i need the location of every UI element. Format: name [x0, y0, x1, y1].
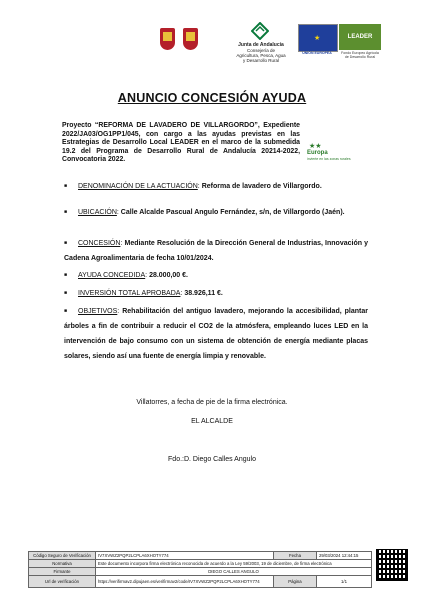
normativa-label: Normativa	[29, 560, 96, 568]
bullet-icon: ■	[64, 308, 68, 314]
verification-table	[28, 551, 372, 588]
item-value: Mediante Resolución de la Dirección General de Industrias, Innovación y Cadena Agroalimentaria de fecha 10/01/2024.	[64, 240, 369, 262]
list-item-denominacion: ■ DENOMINACIÓN DE LA ACTUACIÓN: Reforma de lavadero de Villargordo.	[64, 179, 368, 194]
item-value: Calle Alcalde Pascual Angulo Fernández, s/n, de Villargordo (Jaén).	[120, 209, 345, 216]
item-label: UBICACIÓN	[78, 209, 117, 216]
bullet-icon: ■	[64, 290, 68, 296]
signature-line: Fdo.:D. Diego Calles Angulo	[168, 456, 256, 463]
firmante-value: DIEGO CALLES ANGULO	[96, 568, 372, 576]
list-item-ubicacion: ■ UBICACIÓN: Calle Alcalde Pascual Angulo Fernández, s/n, de Villargordo (Jaén).	[64, 205, 368, 220]
junta-andalucia-label	[236, 43, 286, 63]
pagina-value: 1/1	[317, 576, 372, 588]
junta-andalucia-logo-icon	[251, 22, 269, 40]
table-row	[29, 568, 372, 576]
junta-name: Junta de Andalucía	[238, 42, 284, 48]
url-label: Url de verificación	[29, 576, 96, 588]
list-item-ayuda: ■ AYUDA CONCEDIDA: 28.000,00 €.	[64, 268, 368, 283]
europa-tagline: invierte en las zonas rurales	[307, 157, 351, 161]
list-item-inversion: ■ INVERSIÓN TOTAL APROBADA: 38.926,11 €.	[64, 286, 368, 301]
csv-label: Código Seguro de Verificación	[29, 552, 96, 560]
item-value: Reforma de lavadero de Villargordo.	[201, 183, 322, 190]
page-title: ANUNCIO CONCESIÓN AYUDA	[117, 91, 307, 105]
table-row	[29, 560, 372, 568]
eu-flag-icon: ★	[298, 24, 338, 52]
item-label: INVERSIÓN TOTAL APROBADA	[78, 290, 181, 297]
firmante-label: Firmante	[29, 568, 96, 576]
europa-word: Europa	[307, 150, 328, 156]
villatorres-shield-2	[183, 28, 198, 50]
junta-sub: Consejería de Agricultura, Pesca, Agua y Desarrollo Rural	[236, 48, 286, 63]
bullet-icon: ■	[64, 272, 68, 278]
bullet-icon: ■	[64, 240, 68, 246]
table-row	[29, 576, 372, 588]
bullet-icon: ■	[64, 209, 68, 215]
item-label: OBJETIVOS	[78, 308, 118, 315]
villatorres-shield-1	[160, 28, 175, 50]
qr-code-icon	[376, 549, 408, 581]
fecha-label: Fecha	[274, 552, 317, 560]
normativa-value: Este documento incorpora firma electrónica reconocida de acuerdo a la Ley 59/2003, 19 de diciembre, de firma electrónica	[96, 560, 372, 568]
europa-stars-icon: ★★	[309, 143, 322, 150]
url-value[interactable]: https://verifirmav2.dipujaen.es/verifirmav2/code/IV7XVWZ2PQP2LCPLA6XHOTY774	[96, 576, 274, 588]
item-value: 28.000,00 €.	[149, 272, 188, 279]
table-row	[29, 552, 372, 560]
item-label: CONCESIÓN	[78, 240, 121, 247]
item-value: 38.926,11 €.	[184, 290, 223, 297]
leader-caption: Fondo Europeo Agrícola de Desarrollo Rural	[341, 51, 379, 59]
csv-value: IV7XVWZ2PQP2LCPLA6XHOTY774	[96, 552, 274, 560]
europa-invierte-logo	[307, 142, 361, 164]
fecha-value: 29/03/2024 12:44:15	[317, 552, 372, 560]
leader-logo: LEADER	[339, 24, 381, 50]
list-item-objetivos: ■ OBJETIVOS: Rehabilitación del antiguo lavadero, mejorando la accesibilidad, plantar árboles a fin de contribuir a reducir el CO2 de la atmósfera, empleando luces LED en la intervención de bajo consumo con un sistema de obtención de energía mediante placas solares, siendo así una fuente de energía limpia y renovable.	[64, 304, 368, 364]
item-value: Rehabilitación del antiguo lavadero, mejorando la accesibilidad, plantar árboles a fin de contribuir a reducir el CO2 de la atmósfera, empleando luces LED en la intervención de bajo consumo con un sistema de obtención de energía mediante placas solares, siendo así una fuente de energía limpia y renovable.	[64, 308, 368, 360]
intro-paragraph: Proyecto “REFORMA DE LAVADERO DE VILLARGORDO”, Expediente 2022/JA03/OG1PP1/045, con cargo a las ayudas previstas en las Estrategias de Desarrollo Local LEADER en el marco de la submedida 19.2 del Programa de Desarrollo Rural de Andalucía 20214-2022, Convocatoria 2022.	[62, 122, 300, 164]
item-label: DENOMINACIÓN DE LA ACTUACIÓN	[78, 183, 198, 190]
item-label: AYUDA CONCEDIDA	[78, 272, 146, 279]
pagina-label: Página	[274, 576, 317, 588]
bullet-icon: ■	[64, 183, 68, 189]
eu-caption: UNIÓN EUROPEA	[302, 51, 332, 55]
signer-role: EL ALCALDE	[191, 418, 233, 425]
place-date: Villatorres, a fecha de pie de la firma electrónica.	[136, 399, 288, 406]
list-item-concesion: ■ CONCESIÓN: Mediante Resolución de la Dirección General de Industrias, Innovación y Cadena Agroalimentaria de fecha 10/01/2024.	[64, 236, 368, 266]
